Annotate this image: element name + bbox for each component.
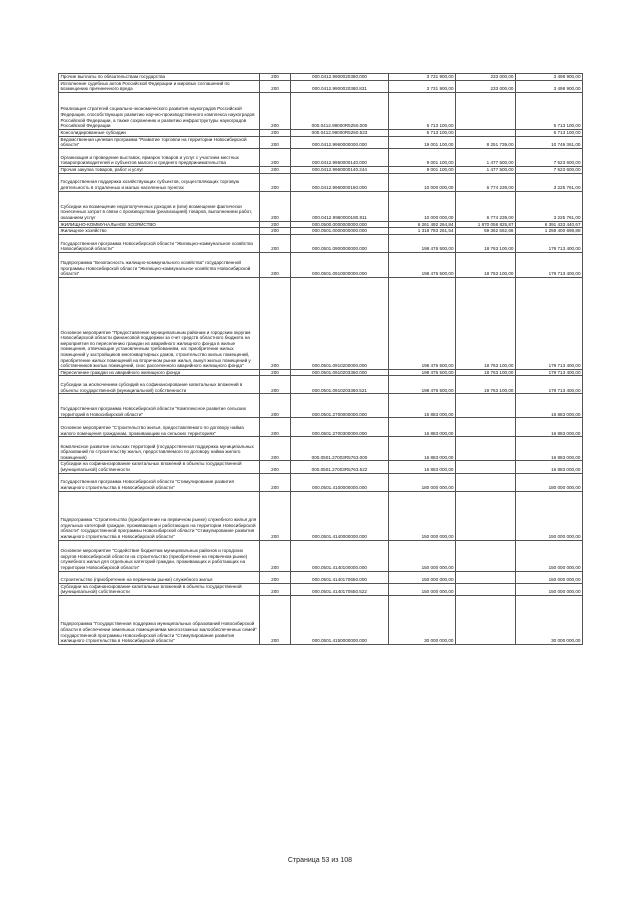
row-name: Организация и проведение выставок, ярмарок товаров и услуг с участием местных товаропроизводителей и субъектов малого и среднего предпринимательства <box>59 148 260 166</box>
row-code: 200 <box>260 252 291 277</box>
row-name: Государственная поддержка хозяйствующих субъектов, осуществляющих торговую деятельность в отдаленных и малых населенных пунктах <box>59 173 260 191</box>
row-code: 200 <box>260 376 291 394</box>
row-remaining: 179 713 400,00 <box>516 376 583 394</box>
row-executed <box>456 583 516 595</box>
row-remaining: 150 000 000,00 <box>516 491 583 540</box>
row-code: 200 <box>260 595 291 644</box>
row-approved: 3 731 900,00 <box>389 74 456 81</box>
row-approved: 180 000 000,00 <box>389 473 456 491</box>
table-row <box>59 148 583 166</box>
row-approved: 10 000 000,00 <box>389 173 456 191</box>
row-remaining: 5 713 100,00 <box>516 129 583 136</box>
table-row <box>59 394 583 418</box>
row-classification: 000.0500.0000000000.000 <box>291 221 389 228</box>
row-approved: 150 000 000,00 <box>389 491 456 540</box>
row-executed <box>456 437 516 461</box>
table-row <box>59 369 583 376</box>
row-code: 200 <box>260 191 291 221</box>
row-approved: 198 476 500,00 <box>389 252 456 277</box>
row-approved: 30 000 000,00 <box>389 595 456 644</box>
table-row <box>59 80 583 92</box>
table-row <box>59 173 583 191</box>
row-executed: 1 477 500,00 <box>456 148 516 166</box>
row-executed <box>456 129 516 136</box>
row-classification: 000.0412.9900020380.000 <box>291 74 389 81</box>
row-classification: 000.0501.0900000000.000 <box>291 234 389 252</box>
row-remaining: 1 259 400 698,88 <box>516 228 583 235</box>
row-approved: 16 883 000,00 <box>389 437 456 461</box>
table-row <box>59 129 583 136</box>
row-remaining: 3 498 900,00 <box>516 80 583 92</box>
row-classification: 000.0501.4140170650.000 <box>291 571 389 583</box>
row-code: 200 <box>260 74 291 81</box>
row-name: Переселение граждан из аварийного жилищного фонда <box>59 369 260 376</box>
row-classification: 000.0501.4100000000.000 <box>291 473 389 491</box>
row-name: Подпрограмма "Строительство (приобретение на первичном рынке) служебного жилья для отдельных категорий граждан, проживающих и работающих на территории Новосибирской области" государственной программы Новосибирской области "Стимулирование развития жилищного строительства в Новосибирской области" <box>59 491 260 540</box>
row-classification: 000.0501.27003R5763.522 <box>291 461 389 473</box>
row-remaining: 150 000 000,00 <box>516 583 583 595</box>
table-row <box>59 221 583 228</box>
row-approved: 150 000 000,00 <box>389 571 456 583</box>
row-approved: 1 318 783 261,54 <box>389 228 456 235</box>
row-classification: 000.0412.99000R5250.523 <box>291 129 389 136</box>
row-approved: 198 476 500,00 <box>389 369 456 376</box>
row-executed: 18 763 100,00 <box>456 376 516 394</box>
row-name: Субсидии на софинансирование капитальных вложений в объекты государственной (муниципальной) собственности <box>59 461 260 473</box>
row-executed: 8 251 739,00 <box>456 136 516 148</box>
row-classification: 000.0412.99000R5250.000 <box>291 92 389 129</box>
row-executed: 18 763 100,00 <box>456 234 516 252</box>
row-name: Государственная программа Новосибирской области "Жилищно-коммунальное хозяйство Новосибирской области" <box>59 234 260 252</box>
row-executed <box>456 491 516 540</box>
row-classification: 000.0501.4140170650.522 <box>291 583 389 595</box>
row-name: Комплексное развитие сельских территорий (государственная поддержка муниципальных образований по строительству жилья, предоставляемого по договору найма жилого помещения) <box>59 437 260 461</box>
row-remaining: 179 713 400,00 <box>516 277 583 369</box>
row-remaining: 10 749 361,00 <box>516 136 583 148</box>
row-code: 200 <box>260 129 291 136</box>
row-name: Ведомственная целевая программа "Развитие торговли на территории Новосибирской области" <box>59 136 260 148</box>
row-classification: 000.0501.0910200000.000 <box>291 277 389 369</box>
row-classification: 000.0412.9960000180.811 <box>291 191 389 221</box>
page-footer <box>0 857 640 864</box>
row-code: 200 <box>260 277 291 369</box>
table-row <box>59 461 583 473</box>
row-classification: 000.0501.4140100000.000 <box>291 540 389 571</box>
row-executed: 233 000,00 <box>456 80 516 92</box>
row-executed: 18 763 100,00 <box>456 252 516 277</box>
row-approved: 16 883 000,00 <box>389 394 456 418</box>
row-approved: 16 883 000,00 <box>389 418 456 437</box>
table-row <box>59 491 583 540</box>
row-name: Прочая закупка товаров, работ и услуг <box>59 166 260 173</box>
row-classification: 000.0412.9960000140.244 <box>291 166 389 173</box>
row-approved: 198 476 500,00 <box>389 376 456 394</box>
row-approved: 6 261 492 264,84 <box>389 221 456 228</box>
row-classification: 000.0501.0000000000.000 <box>291 228 389 235</box>
row-code: 200 <box>260 228 291 235</box>
row-code: 200 <box>260 418 291 437</box>
report-table-wrapper <box>58 73 582 645</box>
row-code: 200 <box>260 221 291 228</box>
row-code: 200 <box>260 173 291 191</box>
table-row <box>59 74 583 81</box>
row-executed: 233 000,00 <box>456 74 516 81</box>
row-name: Жилищное хозяйство <box>59 228 260 235</box>
row-executed: 1 870 058 825,87 <box>456 221 516 228</box>
row-executed <box>456 540 516 571</box>
row-executed: 59 362 562,66 <box>456 228 516 235</box>
row-code: 200 <box>260 92 291 129</box>
row-classification: 000.0501.2700000000.000 <box>291 394 389 418</box>
row-executed <box>456 461 516 473</box>
row-executed: 18 763 100,00 <box>456 369 516 376</box>
row-remaining: 150 000 000,00 <box>516 540 583 571</box>
row-approved: 150 000 000,00 <box>389 583 456 595</box>
row-executed <box>456 473 516 491</box>
row-remaining: 16 883 000,00 <box>516 437 583 461</box>
table-row <box>59 418 583 437</box>
row-name: Основное мероприятие "Строительство жилья, предоставляемого по договору найма жилого помещения гражданам, проживающим на сельских территориях" <box>59 418 260 437</box>
row-approved: 3 731 900,00 <box>389 80 456 92</box>
row-remaining: 3 498 900,00 <box>516 74 583 81</box>
row-name: Консолидированные субсидии <box>59 129 260 136</box>
table-row <box>59 473 583 491</box>
row-code: 200 <box>260 461 291 473</box>
row-classification: 000.0501.0910203360.000 <box>291 369 389 376</box>
row-remaining: 16 883 000,00 <box>516 418 583 437</box>
row-name: Подпрограмма "Безопасность жилищно-коммунального хозяйства" государственной программы Новосибирской области "Жилищно-коммунальное хозяйство Новосибирской области" <box>59 252 260 277</box>
row-code: 200 <box>260 437 291 461</box>
row-remaining: 16 883 000,00 <box>516 461 583 473</box>
row-name: Субсидии за исключением субсидий на софинансирование капитальных вложений в объекты государственной (муниципальной) собственности <box>59 376 260 394</box>
row-classification: 000.0501.0910203360.521 <box>291 376 389 394</box>
table-row <box>59 540 583 571</box>
row-approved: 19 001 100,00 <box>389 136 456 148</box>
row-executed <box>456 571 516 583</box>
row-remaining: 3 225 761,00 <box>516 173 583 191</box>
row-remaining: 179 713 400,00 <box>516 369 583 376</box>
row-remaining: 30 000 000,00 <box>516 595 583 644</box>
row-approved: 9 001 100,00 <box>389 148 456 166</box>
row-code: 200 <box>260 491 291 540</box>
row-name: Подпрограмма "Государственная поддержка муниципальных образований Новосибирской области в обеспечении земельных помещениями многоэтажных малообеспеченных семей" государственной программы Новосибирской области "Стимулирование развития жилищного строительства в Новосибирской области" <box>59 595 260 644</box>
row-name: Прочие выплаты по обязательствам государства <box>59 74 260 81</box>
table-row <box>59 437 583 461</box>
row-name: ЖИЛИЩНО-КОММУНАЛЬНОЕ ХОЗЯЙСТВО <box>59 221 260 228</box>
table-row <box>59 191 583 221</box>
row-executed: 6 774 239,00 <box>456 191 516 221</box>
row-executed: 6 774 239,00 <box>456 173 516 191</box>
row-classification: 000.0501.0910000000.000 <box>291 252 389 277</box>
row-approved: 150 000 000,00 <box>389 540 456 571</box>
table-row <box>59 583 583 595</box>
page-number: Страница 53 из 108 <box>287 857 353 864</box>
row-classification: 000.0412.9960000140.000 <box>291 148 389 166</box>
row-remaining: 179 713 400,00 <box>516 252 583 277</box>
row-approved: 5 713 100,00 <box>389 129 456 136</box>
row-executed: 18 763 100,00 <box>456 277 516 369</box>
row-classification: 000.0412.9900020380.831 <box>291 80 389 92</box>
row-code: 200 <box>260 166 291 173</box>
table-row <box>59 166 583 173</box>
row-name: Основное мероприятие "Содействие бюджетам муниципальных районов и городских округов Новосибирской области на строительство (приобретение на первичном рынке) служебного жилья для отдельных категорий граждан, проживающих и работающих на территории Новосибирской области" <box>59 540 260 571</box>
table-row <box>59 277 583 369</box>
row-approved: 198 476 500,00 <box>389 277 456 369</box>
row-code: 200 <box>260 540 291 571</box>
row-name: Основное мероприятие "Предоставление муниципальным районам и городским округам Новосибирской области финансовой поддержки за счет средств областного бюджета на мероприятия по переселению граждан из аварийного жилищного фонда в жилые помещения, отвечающие установленным требованиям, на: приобретение жилых помещений у застройщиков многоквартирных домов, строительство жилых помещений, приобретение жилых помещений на вторичном рынке жилья, выкуп жилых помещений у собственников жилых помещений, снос расселенного аварийного жилищного фонда" <box>59 277 260 369</box>
row-code: 200 <box>260 571 291 583</box>
table-row <box>59 92 583 129</box>
table-row <box>59 234 583 252</box>
row-approved: 198 476 500,00 <box>389 234 456 252</box>
row-code: 200 <box>260 473 291 491</box>
row-name: Государственная программа Новосибирской области "Комплексное развитие сельских территорий в Новосибирской области" <box>59 394 260 418</box>
row-executed: 1 477 500,00 <box>456 166 516 173</box>
row-name: Исполнение судебных актов Российской Федерации и мировых соглашений по возмещению причиненного вреда <box>59 80 260 92</box>
row-remaining: 5 713 100,00 <box>516 92 583 129</box>
row-classification: 000.0412.9960000000.000 <box>291 136 389 148</box>
row-name: Субсидии на возмещение недополученных доходов и (или) возмещение фактически понесенных затрат в связи с производством (реализацией) товаров, выполнением работ, оказанием услуг <box>59 191 260 221</box>
row-remaining: 6 391 433 440,67 <box>516 221 583 228</box>
row-name: Реализация стратегий социально-экономического развития наукоградов Российской Федерации, способствующих развитию научно-производственного комплекса наукоградов Российской Федерации, а также сохранению и развитию инфраструктуры наукоградов Российской Федерации <box>59 92 260 129</box>
row-code: 200 <box>260 80 291 92</box>
row-executed <box>456 418 516 437</box>
row-code: 200 <box>260 583 291 595</box>
row-name: Строительство (приобретение на первичном рынке) служебного жилья <box>59 571 260 583</box>
table-row <box>59 136 583 148</box>
row-classification: 000.0501.27003R5763.000 <box>291 437 389 461</box>
table-row <box>59 228 583 235</box>
row-executed <box>456 595 516 644</box>
table-row <box>59 252 583 277</box>
row-executed <box>456 394 516 418</box>
row-approved: 16 883 000,00 <box>389 461 456 473</box>
row-approved: 10 000 000,00 <box>389 191 456 221</box>
row-name: Государственная программа Новосибирской области "Стимулирование развития жилищного строительства в Новосибирской области" <box>59 473 260 491</box>
row-remaining: 16 883 000,00 <box>516 394 583 418</box>
table-row <box>59 595 583 644</box>
row-classification: 000.0501.4140000000.000 <box>291 491 389 540</box>
row-code: 200 <box>260 234 291 252</box>
row-remaining: 150 000 000,00 <box>516 571 583 583</box>
row-remaining: 180 000 000,00 <box>516 473 583 491</box>
row-classification: 000.0412.9960000180.000 <box>291 173 389 191</box>
table-row <box>59 571 583 583</box>
budget-table-body <box>59 74 583 645</box>
row-classification: 000.0501.4150000000.000 <box>291 595 389 644</box>
row-remaining: 3 225 761,00 <box>516 191 583 221</box>
row-code: 200 <box>260 369 291 376</box>
budget-table <box>58 73 583 645</box>
row-remaining: 7 523 600,00 <box>516 148 583 166</box>
row-code: 200 <box>260 148 291 166</box>
row-remaining: 7 523 600,00 <box>516 166 583 173</box>
row-classification: 000.0501.2700300000.000 <box>291 418 389 437</box>
row-executed <box>456 92 516 129</box>
table-row <box>59 376 583 394</box>
row-remaining: 179 713 400,00 <box>516 234 583 252</box>
row-approved: 9 001 100,00 <box>389 166 456 173</box>
row-approved: 5 713 100,00 <box>389 92 456 129</box>
row-code: 200 <box>260 136 291 148</box>
row-name: Субсидии на софинансирование капитальных вложений в объекты государственной (муниципальной) собственности <box>59 583 260 595</box>
row-code: 200 <box>260 394 291 418</box>
